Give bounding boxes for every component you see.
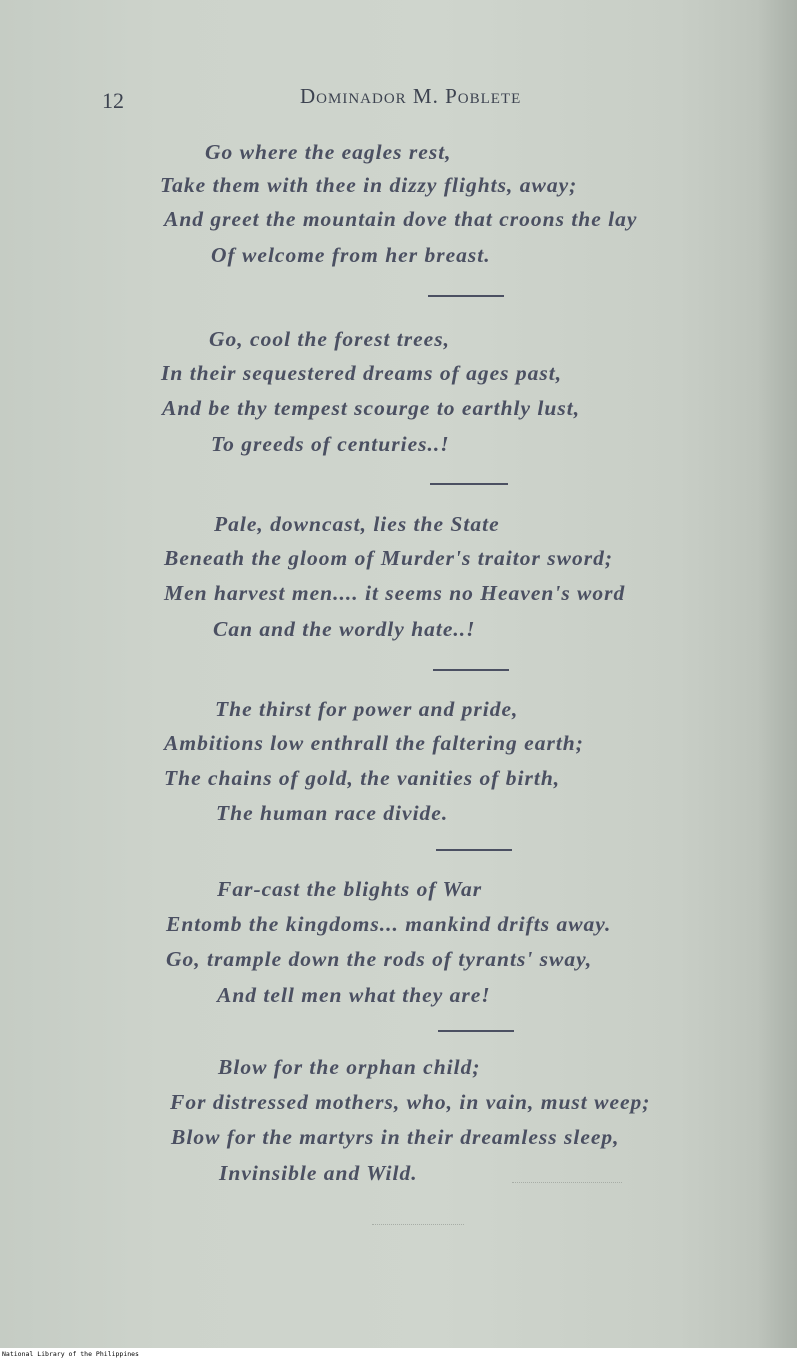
stanza-divider bbox=[428, 295, 504, 297]
stanza-divider bbox=[438, 1030, 514, 1032]
poem-line: Invinsible and Wild. bbox=[219, 1161, 418, 1185]
poem-line: Ambitions low enthrall the faltering earth; bbox=[164, 731, 584, 755]
poem-line: The chains of gold, the vanities of birth, bbox=[164, 766, 561, 790]
poem-line: And tell men what they are! bbox=[217, 983, 491, 1007]
poem-line: Go where the eagles rest, bbox=[205, 140, 452, 164]
poem-line: Can and the wordly hate..! bbox=[213, 617, 476, 641]
page-number: 12 bbox=[102, 88, 124, 113]
stanza-divider bbox=[430, 483, 508, 485]
poem-line: The thirst for power and pride, bbox=[215, 697, 519, 721]
poem-line: Pale, downcast, lies the State bbox=[214, 512, 500, 536]
poem-line: And be thy tempest scourge to earthly lust, bbox=[162, 396, 581, 420]
poem-line: Blow for the martyrs in their dreamless sleep, bbox=[171, 1125, 620, 1149]
poem-line: In their sequestered dreams of ages past, bbox=[161, 361, 563, 385]
poem-line: Beneath the gloom of Murder's traitor sword; bbox=[164, 546, 613, 570]
poem-line: Entomb the kingdoms... mankind drifts away. bbox=[166, 912, 612, 936]
poem-line: For distressed mothers, who, in vain, must weep; bbox=[170, 1090, 651, 1114]
poem-line: The human race divide. bbox=[216, 801, 449, 825]
stanza-divider bbox=[436, 849, 512, 851]
poem-line: Blow for the orphan child; bbox=[218, 1055, 481, 1079]
poem-line: Go, trample down the rods of tyrants' sway, bbox=[166, 947, 593, 971]
poem-line: Take them with thee in dizzy flights, away; bbox=[160, 173, 578, 197]
stanza-divider bbox=[433, 669, 509, 671]
poem-line: And greet the mountain dove that croons the lay bbox=[164, 207, 638, 231]
poem-line: Go, cool the forest trees, bbox=[209, 327, 450, 351]
poem-line: Men harvest men.... it seems no Heaven's word bbox=[164, 581, 626, 605]
show-through-mark bbox=[372, 1218, 464, 1225]
running-head: Dominador M. Poblete bbox=[300, 84, 522, 108]
show-through-mark bbox=[512, 1176, 622, 1183]
poem-line: To greeds of centuries..! bbox=[211, 432, 450, 456]
library-credit: National Library of the Philippines bbox=[2, 1350, 139, 1358]
poem-line: Of welcome from her breast. bbox=[211, 243, 491, 267]
poem-line: Far-cast the blights of War bbox=[217, 877, 483, 901]
